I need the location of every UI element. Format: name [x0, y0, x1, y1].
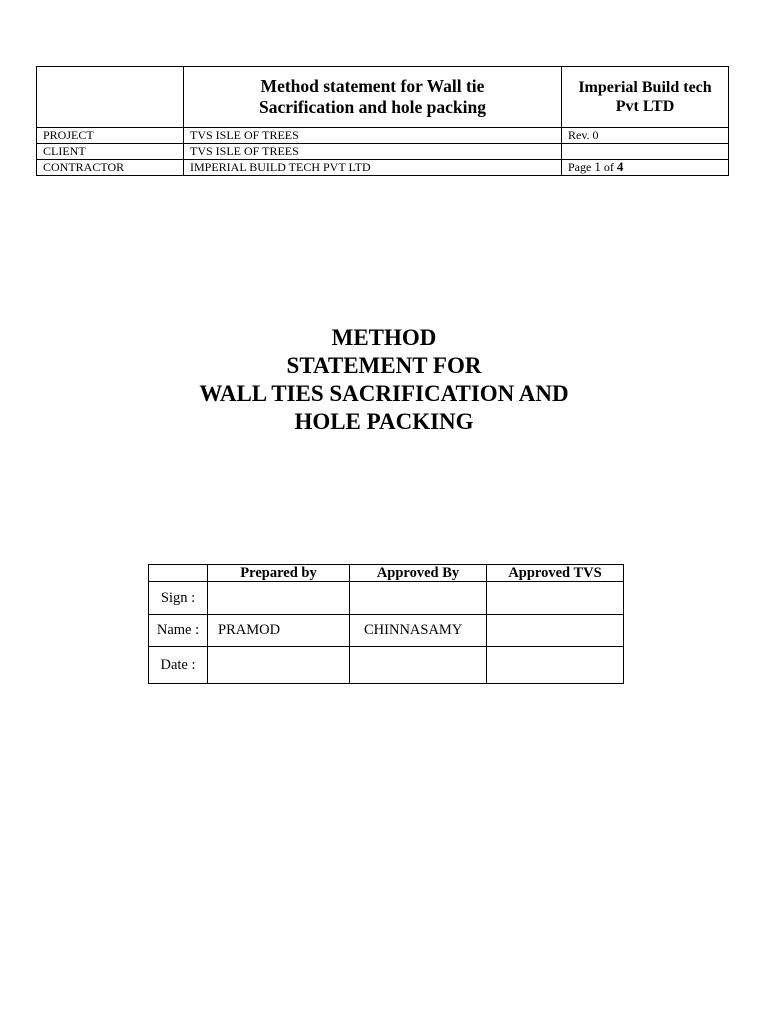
- prepared-by-header: Prepared by: [208, 565, 350, 582]
- page-total: 4: [616, 159, 624, 174]
- page-number: [562, 160, 729, 176]
- signoff-corner: [149, 565, 208, 582]
- main-title-line1: METHOD: [331, 325, 437, 350]
- approved-tvs-header: Approved TVS: [487, 565, 624, 582]
- company-name: [562, 67, 729, 128]
- main-title-line3: WALL TIES SACRIFICATION AND: [199, 381, 569, 406]
- revision: Rev. 0: [562, 128, 729, 144]
- page-of-word: of: [603, 160, 614, 174]
- project-value: TVS ISLE OF TREES: [184, 128, 562, 144]
- logo-cell: [37, 67, 184, 128]
- name-prepared: PRAMOD: [208, 615, 350, 647]
- signoff-table: [148, 564, 624, 684]
- client-value: TVS ISLE OF TREES: [184, 144, 562, 160]
- document-title-line1: Method statement for Wall tie: [260, 76, 485, 96]
- name-tvs: [487, 615, 624, 647]
- name-label: Name :: [149, 615, 208, 647]
- company-name-line2: Pvt LTD: [615, 98, 675, 115]
- date-approved: [350, 647, 487, 684]
- sign-tvs: [487, 582, 624, 615]
- project-row: [37, 128, 729, 144]
- client-right-cell: [562, 144, 729, 160]
- main-title-line2: STATEMENT FOR: [286, 353, 482, 378]
- document-title-line2: Sacrification and hole packing: [258, 97, 487, 117]
- document-title: [184, 67, 562, 128]
- company-name-line1: Imperial Build tech: [578, 79, 712, 96]
- approved-by-header: Approved By: [350, 565, 487, 582]
- project-label: PROJECT: [37, 128, 184, 144]
- sign-row: [149, 582, 624, 615]
- name-row: [149, 615, 624, 647]
- main-title-line4: HOLE PACKING: [294, 409, 474, 434]
- date-label: Date :: [149, 647, 208, 684]
- sign-prepared: [208, 582, 350, 615]
- date-tvs: [487, 647, 624, 684]
- main-title: [0, 324, 768, 436]
- page-current: 1: [594, 159, 601, 174]
- sign-approved: [350, 582, 487, 615]
- date-row: [149, 647, 624, 684]
- date-prepared: [208, 647, 350, 684]
- sign-label: Sign :: [149, 582, 208, 615]
- document-header: [36, 66, 729, 176]
- signoff-header-row: [149, 565, 624, 582]
- client-label: CLIENT: [37, 144, 184, 160]
- contractor-label: CONTRACTOR: [37, 160, 184, 176]
- name-approved: CHINNASAMY: [350, 615, 487, 647]
- contractor-row: [37, 160, 729, 176]
- contractor-value: IMPERIAL BUILD TECH PVT LTD: [184, 160, 562, 176]
- client-row: [37, 144, 729, 160]
- page-prefix: Page: [568, 160, 592, 174]
